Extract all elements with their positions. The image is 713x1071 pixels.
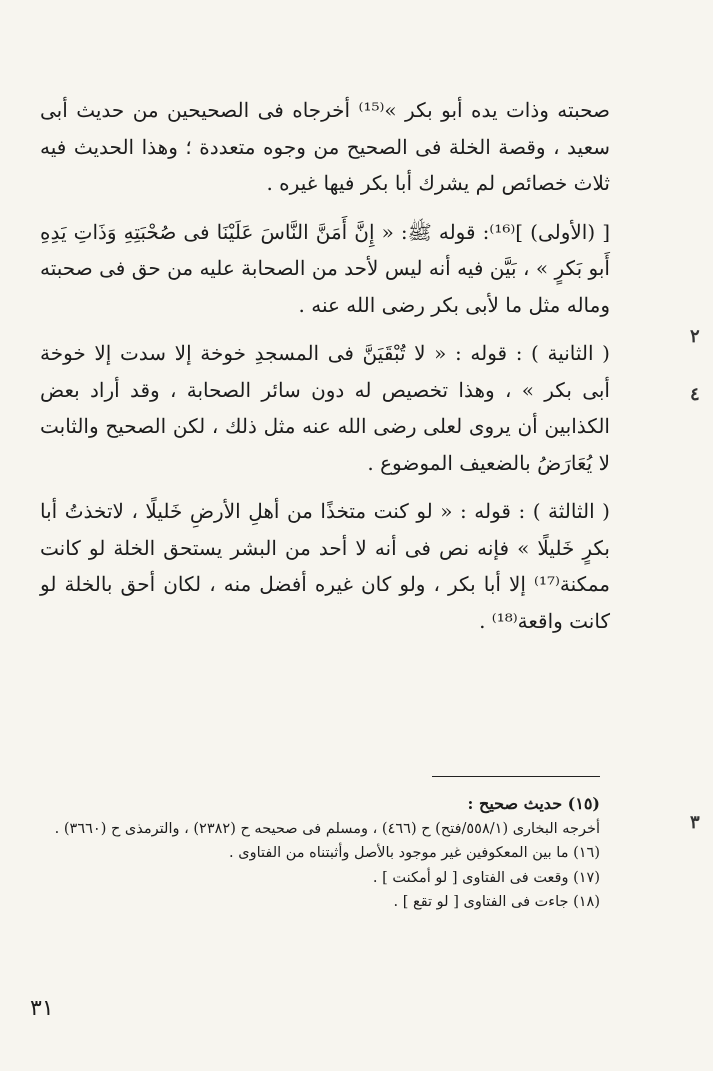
paragraph-third-trait: ( الثالثة ) : قوله : « لو كنت متخذًا من أهلِ الأرضِ خَليلًا ، لاتخذتُ أبا بكرٍ خَليلًا » فإنه نص فى أنه لا أحد من البشر يستحق الخلة لو كانت ممكنة⁽¹⁷⁾ إلا أبا بكر ، ولو كان غيره أفضل منه ، لكان أحق بالخلة لو كانت واقعة⁽¹⁸⁾ .: [40, 499, 610, 633]
footnotes: [40, 792, 600, 915]
footnote-line: (١٦) ما بين المعكوفين غير موجود بالأصل وأثبتناه من الفتاوى .: [229, 845, 600, 861]
margin-mark: ٣: [690, 812, 700, 833]
margin-mark: ٤: [690, 384, 700, 405]
footnote-line: (١٨) جاءت فى الفتاوى [ لو تقع ] .: [393, 894, 600, 910]
page-number: ٣١: [30, 996, 54, 1021]
footnote-line: أخرجه البخارى (٥٥٨/١/فتح) ح (٤٦٦) ، ومسلم فى صحيحه ح (٢٣٨٢) ، والترمذى ح (٣٦٦٠) .: [54, 820, 600, 837]
margin-mark: ٢: [690, 326, 700, 347]
footnote-heading: (١٥) حديث صحيح :: [467, 794, 600, 813]
main-text: [40, 92, 610, 647]
paragraph-second-trait: ( الثانية ) : قوله : « لا تُبْقَيَنَّ فى المسجدِ خوخة إلا سدت إلا خوخة أبى بكر » ، وهذا تخصيص له دون سائر الصحابة ، وقد أراد بعض الكذابين أن يروى لعلى رضى الله عنه مثل ذلك ، لكن الصحيح والثابت لا يُعَارَضُ بالضعيف الموضوع .: [40, 341, 610, 475]
paragraph-intro: صحبته وذات يده أبو بكر »⁽¹⁵⁾ أخرجاه فى الصحيحين من حديث أبى سعيد ، وقصة الخلة فى الصحيح من وجوه متعددة ؛ وهذا الحديث فيه ثلاث خصائص لم يشرك أبا بكر فيها غيره .: [40, 98, 610, 195]
footnote-separator: [432, 776, 600, 777]
footnote-line: (١٧) وقعت فى الفتاوى [ لو أمكنت ] .: [372, 869, 600, 886]
paragraph-first-trait: [ (الأولى) ]⁽¹⁶⁾: قوله ﷺ: « إِنَّ أَمَنَّ النَّاسَ عَلَيْنَا فى صُحْبَتِهِ وَذَاتِ يَدِهِ أَبو بَكرٍ » ، بَيَّن فيه أنه ليس لأحد من الصحابة عليه من حق فى صحبته وماله مثل ما لأبى بكر رضى الله عنه .: [40, 219, 611, 317]
